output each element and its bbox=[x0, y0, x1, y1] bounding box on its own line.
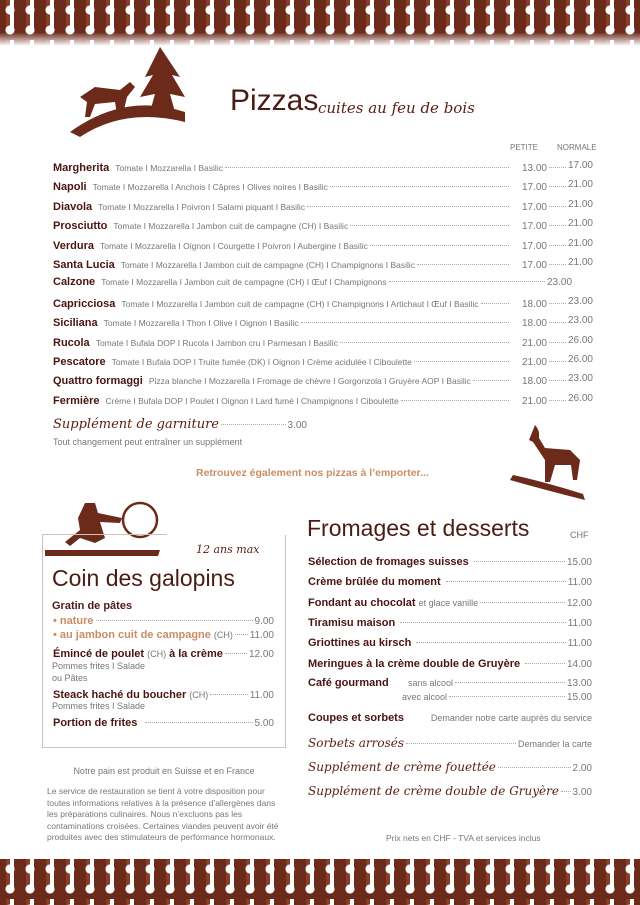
dot-leader bbox=[449, 696, 565, 697]
price-normal: 26.00 bbox=[567, 392, 593, 404]
item-price: 2.00 bbox=[572, 763, 592, 774]
dot-leader bbox=[481, 303, 509, 304]
dessert-name: Crème brûlée du moment bbox=[308, 576, 441, 589]
price-normal-cell bbox=[547, 257, 593, 268]
pizza-row bbox=[53, 238, 593, 252]
pizza-ingredients: Pizza blanche I Mozzarella I Fromage de chèvre I Gorgonzola I Gruyère AOP I Basilic bbox=[148, 376, 471, 387]
price-normal-cell bbox=[547, 179, 593, 190]
price-normal: 21.00 bbox=[567, 198, 593, 210]
dot-leader bbox=[401, 400, 509, 401]
supplement-row bbox=[53, 417, 307, 432]
price-small: 18.00 bbox=[521, 318, 547, 330]
price-small: 18.00 bbox=[521, 376, 547, 388]
price-normal: 26.00 bbox=[567, 334, 593, 346]
price-small: 17.00 bbox=[521, 240, 547, 252]
item-name: Portion de frites bbox=[53, 717, 138, 729]
dessert-extra: et glace vanille bbox=[418, 597, 479, 608]
pizza-name: Napoli bbox=[53, 181, 87, 194]
dot-leader bbox=[414, 361, 509, 362]
kids-item-jambon bbox=[53, 629, 274, 641]
kids-item-steak bbox=[53, 689, 274, 701]
pizza-row bbox=[53, 315, 593, 329]
pizza-ingredients: Tomate I Mozzarella I Anchois I Câpres I Olives noires I Basilic bbox=[92, 182, 328, 193]
kids-item-nature bbox=[53, 615, 274, 627]
dessert-row bbox=[308, 556, 592, 568]
price-small: 13.00 bbox=[521, 163, 547, 174]
price-normal-cell bbox=[547, 315, 593, 326]
supplement-label: Supplément de garniture bbox=[53, 417, 219, 432]
pizza-row bbox=[53, 160, 593, 174]
price-small: 17.00 bbox=[521, 201, 547, 213]
divider bbox=[42, 534, 167, 535]
dot-leader bbox=[549, 312, 566, 323]
pizza-row bbox=[53, 199, 593, 213]
dot-leader bbox=[350, 225, 509, 226]
price-small: 21.00 bbox=[521, 357, 547, 368]
dot-leader bbox=[307, 206, 509, 207]
item-name: Steack haché du boucher bbox=[53, 689, 187, 701]
item-side: Pommes frites I Salade bbox=[52, 701, 146, 711]
price-normal-cell bbox=[547, 199, 593, 210]
dot-leader bbox=[455, 682, 565, 683]
price-normal: 17.00 bbox=[567, 160, 593, 171]
dessert-price: 11.00 bbox=[567, 577, 592, 589]
price-footer: Prix nets en CHF - TVA et services inclus bbox=[386, 833, 541, 843]
bread-note: Notre pain est produit en Suisse et en France bbox=[73, 766, 255, 776]
pizza-ingredients: Tomate I Bufala DOP I Truite fumée (DK) I Oignon I Crème acidulée I Ciboulette bbox=[111, 357, 412, 367]
column-header-small: PETITE bbox=[510, 143, 539, 152]
dot-leader bbox=[416, 642, 565, 643]
item-origin: (CH) bbox=[189, 690, 209, 700]
item-price: 11.00 bbox=[249, 690, 274, 701]
dessert-item-cafe bbox=[308, 677, 592, 689]
dot-leader bbox=[561, 791, 571, 792]
pizza-row bbox=[53, 393, 593, 407]
pizza-ingredients: Tomate I Mozzarella I Poivron I Salami piquant I Basilic bbox=[98, 201, 306, 212]
pizza-ingredients: Crème I Bufala DOP I Poulet I Oignon I Lard fumé I Champignons I Ciboulette bbox=[105, 395, 399, 406]
dessert-price: 12.00 bbox=[566, 597, 592, 609]
pizza-name: Prosciutto bbox=[53, 220, 108, 233]
pizza-ingredients: Tomate I Mozzarella I Jambon cuit de campagne (CH) I Œuf I Champignons bbox=[101, 277, 387, 288]
pizza-name: Fermière bbox=[53, 394, 100, 407]
item-price: 5.00 bbox=[254, 718, 274, 729]
pizza-name: Calzone bbox=[53, 276, 96, 289]
dot-leader bbox=[145, 722, 252, 723]
pizzas-subtitle: cuites au feu de bois bbox=[318, 99, 475, 117]
dot-leader bbox=[301, 322, 509, 323]
dessert-row bbox=[308, 576, 592, 588]
pizza-ingredients: Tomate I Mozzarella I Oignon I Courgette I Poivron I Aubergine I Basilic bbox=[99, 240, 368, 251]
item-variant: sans alcool bbox=[408, 678, 454, 688]
price-small: 18.00 bbox=[521, 298, 547, 310]
pizza-row bbox=[53, 335, 593, 349]
price-small: 17.00 bbox=[521, 182, 547, 194]
dessert-name: Tiramisu maison bbox=[308, 616, 396, 629]
pizza-name: Quattro formaggi bbox=[53, 375, 143, 388]
dot-leader bbox=[370, 245, 509, 246]
item-name: • au jambon cuit de campagne bbox=[53, 629, 211, 641]
pizza-name: Verdura bbox=[53, 239, 94, 252]
item-name: Supplément de crème fouettée bbox=[308, 760, 496, 774]
dot-leader bbox=[225, 167, 509, 168]
item-price: 13.00 bbox=[566, 678, 592, 689]
dot-leader bbox=[549, 351, 566, 362]
dessert-price: 14.00 bbox=[566, 658, 592, 670]
price-normal-cell bbox=[547, 277, 593, 288]
dot-leader bbox=[549, 254, 566, 265]
price-small: 21.00 bbox=[521, 337, 547, 349]
desserts-title: Fromages et desserts bbox=[307, 515, 530, 541]
price-normal: 21.00 bbox=[567, 218, 593, 230]
dot-leader bbox=[549, 332, 566, 343]
item-name: Émincé de poulet bbox=[53, 648, 145, 660]
price-normal: 23.00 bbox=[567, 295, 593, 307]
dot-leader bbox=[330, 186, 509, 187]
dessert-item-sorbets bbox=[308, 736, 592, 750]
item-name: Supplément de crème double de Gruyère bbox=[308, 784, 559, 798]
item-origin: (CH) bbox=[213, 630, 233, 640]
pizza-row bbox=[53, 257, 593, 271]
dessert-row bbox=[308, 658, 592, 670]
price-small: 17.00 bbox=[521, 221, 547, 233]
price-normal: 23.00 bbox=[567, 315, 593, 327]
price-normal-cell bbox=[547, 296, 593, 307]
dessert-name: Sélection de fromages suisses bbox=[308, 556, 469, 568]
dot-leader bbox=[446, 581, 566, 582]
item-name-suffix: à la crème bbox=[169, 648, 223, 660]
dot-leader bbox=[210, 694, 247, 695]
dot-leader bbox=[549, 390, 566, 401]
supplement-price: 3.00 bbox=[287, 420, 307, 431]
dot-leader bbox=[340, 342, 509, 343]
pizza-row bbox=[53, 218, 593, 232]
dessert-name: Fondant au chocolat bbox=[308, 596, 416, 609]
dot-leader bbox=[549, 176, 566, 187]
dot-leader bbox=[225, 653, 247, 654]
dessert-price: 11.00 bbox=[567, 638, 592, 650]
pizza-row bbox=[53, 296, 593, 310]
dot-leader bbox=[389, 281, 545, 282]
dot-leader bbox=[474, 561, 565, 562]
pizza-ingredients: Tomate I Bufala DOP I Rucola I Jambon cru I Parmesan I Basilic bbox=[95, 337, 338, 348]
kids-item-frites bbox=[53, 717, 274, 729]
item-name: • nature bbox=[53, 615, 94, 627]
item-note: Demander notre carte auprès du service bbox=[430, 713, 592, 723]
pizza-ingredients: Tomate I Mozzarella I Jambon cuit de campagne (CH) I Basilic bbox=[113, 221, 349, 232]
dot-leader bbox=[235, 634, 248, 635]
pizzas-title: Pizzas bbox=[230, 84, 319, 117]
item-price: 15.00 bbox=[566, 692, 592, 703]
dot-leader bbox=[549, 196, 566, 207]
dot-leader bbox=[549, 235, 566, 246]
price-normal: 26.00 bbox=[567, 354, 593, 365]
item-origin: (CH) bbox=[147, 649, 167, 659]
chamois-illustration bbox=[505, 420, 590, 502]
gratin-heading: Gratin de pâtes bbox=[52, 600, 133, 612]
dot-leader bbox=[549, 370, 566, 381]
item-variant: avec alcool bbox=[402, 692, 448, 702]
dot-leader bbox=[473, 380, 509, 381]
item-price: 12.00 bbox=[248, 649, 274, 660]
pizza-ingredients: Tomate I Mozzarella I Jambon cuit de campagne (CH) I Champignons I Artichaut I Œuf I Basilic bbox=[121, 298, 479, 309]
column-header-normal: NORMALE bbox=[557, 143, 597, 152]
dessert-item-gruyere bbox=[308, 784, 592, 798]
dot-leader bbox=[498, 767, 571, 768]
dessert-price: 11.00 bbox=[567, 617, 592, 629]
item-name: Coupes et sorbets bbox=[308, 712, 404, 724]
price-small: 17.00 bbox=[521, 260, 547, 271]
takeaway-note: Retrouvez également nos pizzas à l’emporter... bbox=[196, 467, 429, 479]
decorative-lace-border-bottom bbox=[0, 859, 640, 905]
pizza-row bbox=[53, 276, 593, 288]
pizza-ingredients: Tomate I Mozzarella I Thon I Olive I Oignon I Basilic bbox=[103, 318, 299, 329]
item-name: Café gourmand bbox=[308, 677, 389, 689]
price-normal-cell bbox=[547, 238, 593, 249]
kids-item-emince bbox=[53, 648, 274, 660]
change-note: Tout changement peut entraîner un supplément bbox=[53, 437, 243, 447]
item-price: 11.00 bbox=[249, 630, 274, 641]
price-normal: 21.00 bbox=[567, 179, 593, 191]
dot-leader bbox=[549, 293, 566, 304]
price-normal-cell bbox=[547, 354, 593, 365]
chamois-tree-illustration bbox=[65, 42, 190, 137]
price-normal: 21.00 bbox=[567, 257, 593, 268]
pizza-name: Rucola bbox=[53, 336, 90, 349]
price-small: 21.00 bbox=[521, 395, 547, 407]
dot-leader bbox=[406, 743, 516, 744]
price-normal-cell bbox=[547, 218, 593, 229]
pizza-name: Santa Lucia bbox=[53, 259, 115, 271]
dot-leader bbox=[400, 622, 565, 623]
dessert-item-cafe-alcohol bbox=[402, 692, 592, 703]
dot-leader bbox=[525, 663, 565, 664]
dot-leader bbox=[549, 215, 566, 226]
price-normal-cell bbox=[547, 393, 593, 404]
price-normal-cell bbox=[547, 160, 593, 171]
pizza-ingredients: Tomate I Mozzarella I Basilic bbox=[115, 163, 223, 173]
dessert-price: 15.00 bbox=[566, 557, 592, 568]
dot-leader bbox=[417, 264, 509, 265]
dessert-row bbox=[308, 637, 592, 649]
item-side: ou Pâtes bbox=[52, 673, 88, 683]
kids-title: Coin des galopins bbox=[52, 565, 235, 591]
item-price: 9.00 bbox=[254, 616, 274, 627]
dot-leader bbox=[549, 157, 566, 168]
pizza-name: Pescatore bbox=[53, 356, 106, 368]
pizza-name: Margherita bbox=[53, 162, 110, 174]
pizza-row bbox=[53, 373, 593, 387]
price-normal-cell bbox=[547, 335, 593, 346]
item-price: 3.00 bbox=[572, 787, 592, 798]
dessert-item-fouettee bbox=[308, 760, 592, 774]
pizza-name: Diavola bbox=[53, 200, 93, 213]
dessert-item-coupes bbox=[308, 712, 592, 724]
price-normal: 23.00 bbox=[567, 373, 593, 385]
dot-leader bbox=[480, 602, 565, 603]
pizza-name: Capricciosa bbox=[53, 297, 116, 310]
allergen-note: Le service de restauration se tient à votre disposition pour toutes informations relatives à la présence d’allergènes dans les préparations culinaires. Nous n’excluons pas les contaminations croisées. Certaines viandes peuvent avoir été produites avec des stimulateurs de performance hormonaux. bbox=[47, 786, 279, 842]
decorative-lace-border-top bbox=[0, 0, 640, 46]
dessert-row bbox=[308, 597, 592, 609]
dessert-name: Griottines au kirsch bbox=[308, 637, 412, 650]
pizza-row bbox=[53, 354, 593, 368]
pizza-ingredients: Tomate I Mozzarella I Jambon cuit de campagne (CH) I Champignons I Basilic bbox=[120, 260, 416, 270]
pizza-name: Siciliana bbox=[53, 317, 98, 330]
price-normal-cell bbox=[547, 373, 593, 384]
kids-age-limit: 12 ans max bbox=[196, 543, 260, 556]
price-normal: 21.00 bbox=[567, 237, 593, 249]
dessert-row bbox=[308, 617, 592, 629]
item-side: Pommes frites I Salade bbox=[52, 661, 146, 671]
dot-leader bbox=[96, 620, 253, 621]
dot-leader bbox=[221, 424, 286, 425]
item-name: Sorbets arrosés bbox=[308, 736, 405, 750]
price-normal: 23.00 bbox=[547, 277, 573, 289]
currency-label: CHF bbox=[570, 530, 589, 540]
pizza-row bbox=[53, 179, 593, 193]
item-note: Demander la carte bbox=[517, 739, 592, 749]
dessert-name: Meringues à la crème double de Gruyère bbox=[308, 657, 521, 670]
